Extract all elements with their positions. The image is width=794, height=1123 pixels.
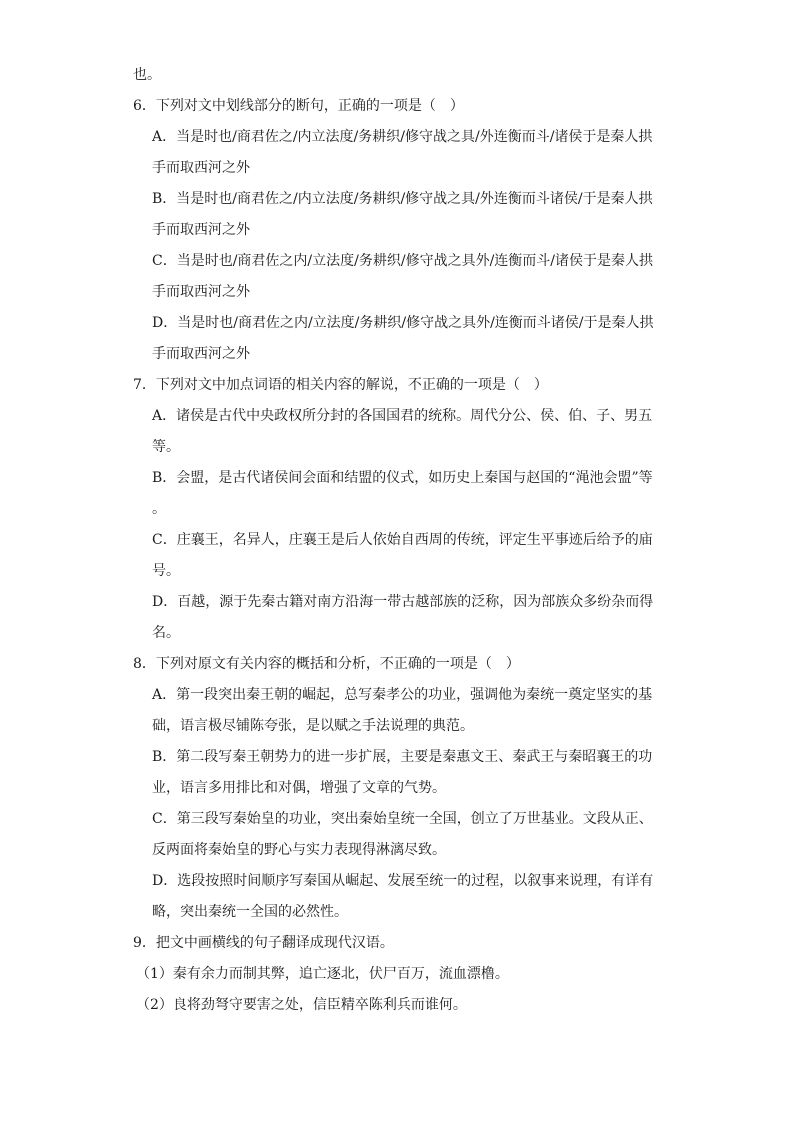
question-7-option-a: A．诸侯是古代中央政权所分封的各国国君的统称。周代分公、侯、伯、子、男五 [152,408,653,424]
question-7-option-d: D．百越，源于先秦古籍对南方沿海一带古越部族的泛称，因为部族众多纷杂而得 [152,594,654,610]
question-7-option-c-cont: 号。 [152,563,180,579]
question-8-option-b: B．第二段写秦王朝势力的进一步扩展，主要是秦惠文王、秦武王与秦昭襄王的功 [152,749,653,765]
question-7-option-b-cont: 。 [152,501,166,517]
question-9-stem: 9．把文中画横线的句子翻译成现代汉语。 [133,935,394,951]
question-8-option-a-cont: 础，语言极尽铺陈夸张，是以赋之手法说理的典范。 [152,718,474,734]
question-7-stem: 7．下列对文中加点词语的相关内容的解说，不正确的一项是（ ） [133,377,548,393]
question-6-option-c: C．当是时也/商君佐之内/立法度/务耕织/修守战之具外/连衡而斗/诸侯于是秦人拱 [152,253,654,269]
question-7-option-b: B．会盟，是古代诸侯间会面和结盟的仪式，如历史上秦国与赵国的“渑池会盟”等 [152,470,653,486]
text-line-continuation: 也。 [133,67,161,83]
question-7-option-a-cont: 等。 [152,439,180,455]
question-6-option-d: D．当是时也/商君佐之内/立法度/务耕织/修守战之具外/连衡而斗诸侯/于是秦人拱 [152,315,654,331]
question-8-option-a: A．第一段突出秦王朝的崛起，总写秦孝公的功业，强调他为秦统一奠定坚实的基 [152,687,653,703]
question-7-option-c: C．庄襄王，名异人，庄襄王是后人依始自西周的传统，评定生平事迹后给予的庙 [152,532,653,548]
question-6-stem: 6．下列对文中划线部分的断句，正确的一项是（ ） [133,98,464,114]
question-6-option-b-cont: 手而取西河之外 [152,222,250,238]
question-9-sentence-2: （2）良将劲弩守要害之处，信臣精卒陈利兵而谁何。 [136,997,467,1013]
question-8-option-d-cont: 略，突出秦统一全国的必然性。 [152,904,348,920]
question-6-option-b: B．当是时也/商君佐之/内立法度/务耕织/修守战之具/外连衡而斗诸侯/于是秦人拱 [152,191,653,207]
question-8-option-d: D．选段按照时间顺序写秦国从崛起、发展至统一的过程，以叙事来说理，有详有 [152,873,654,889]
question-8-option-b-cont: 业，语言多用排比和对偶，增强了文章的气势。 [152,780,446,796]
question-8-option-c-cont: 反两面将秦始皇的野心与实力表现得淋漓尽致。 [152,842,446,858]
question-8-stem: 8．下列对原文有关内容的概括和分析，不正确的一项是（ ） [133,656,520,672]
question-7-option-d-cont: 名。 [152,625,180,641]
question-6-option-d-cont: 手而取西河之外 [152,346,250,362]
question-6-option-a-cont: 手而取西河之外 [152,160,250,176]
question-6-option-c-cont: 手而取西河之外 [152,284,250,300]
question-6-option-a: A．当是时也/商君佐之/内立法度/务耕织/修守战之具/外连衡而斗/诸侯于是秦人拱 [152,129,653,145]
question-8-option-c: C．第三段写秦始皇的功业，突出秦始皇统一全国，创立了万世基业。文段从正、 [152,811,653,827]
question-9-sentence-1: （1）秦有余力而制其弊，追亡逐北，伏尸百万，流血漂橹。 [136,966,509,982]
